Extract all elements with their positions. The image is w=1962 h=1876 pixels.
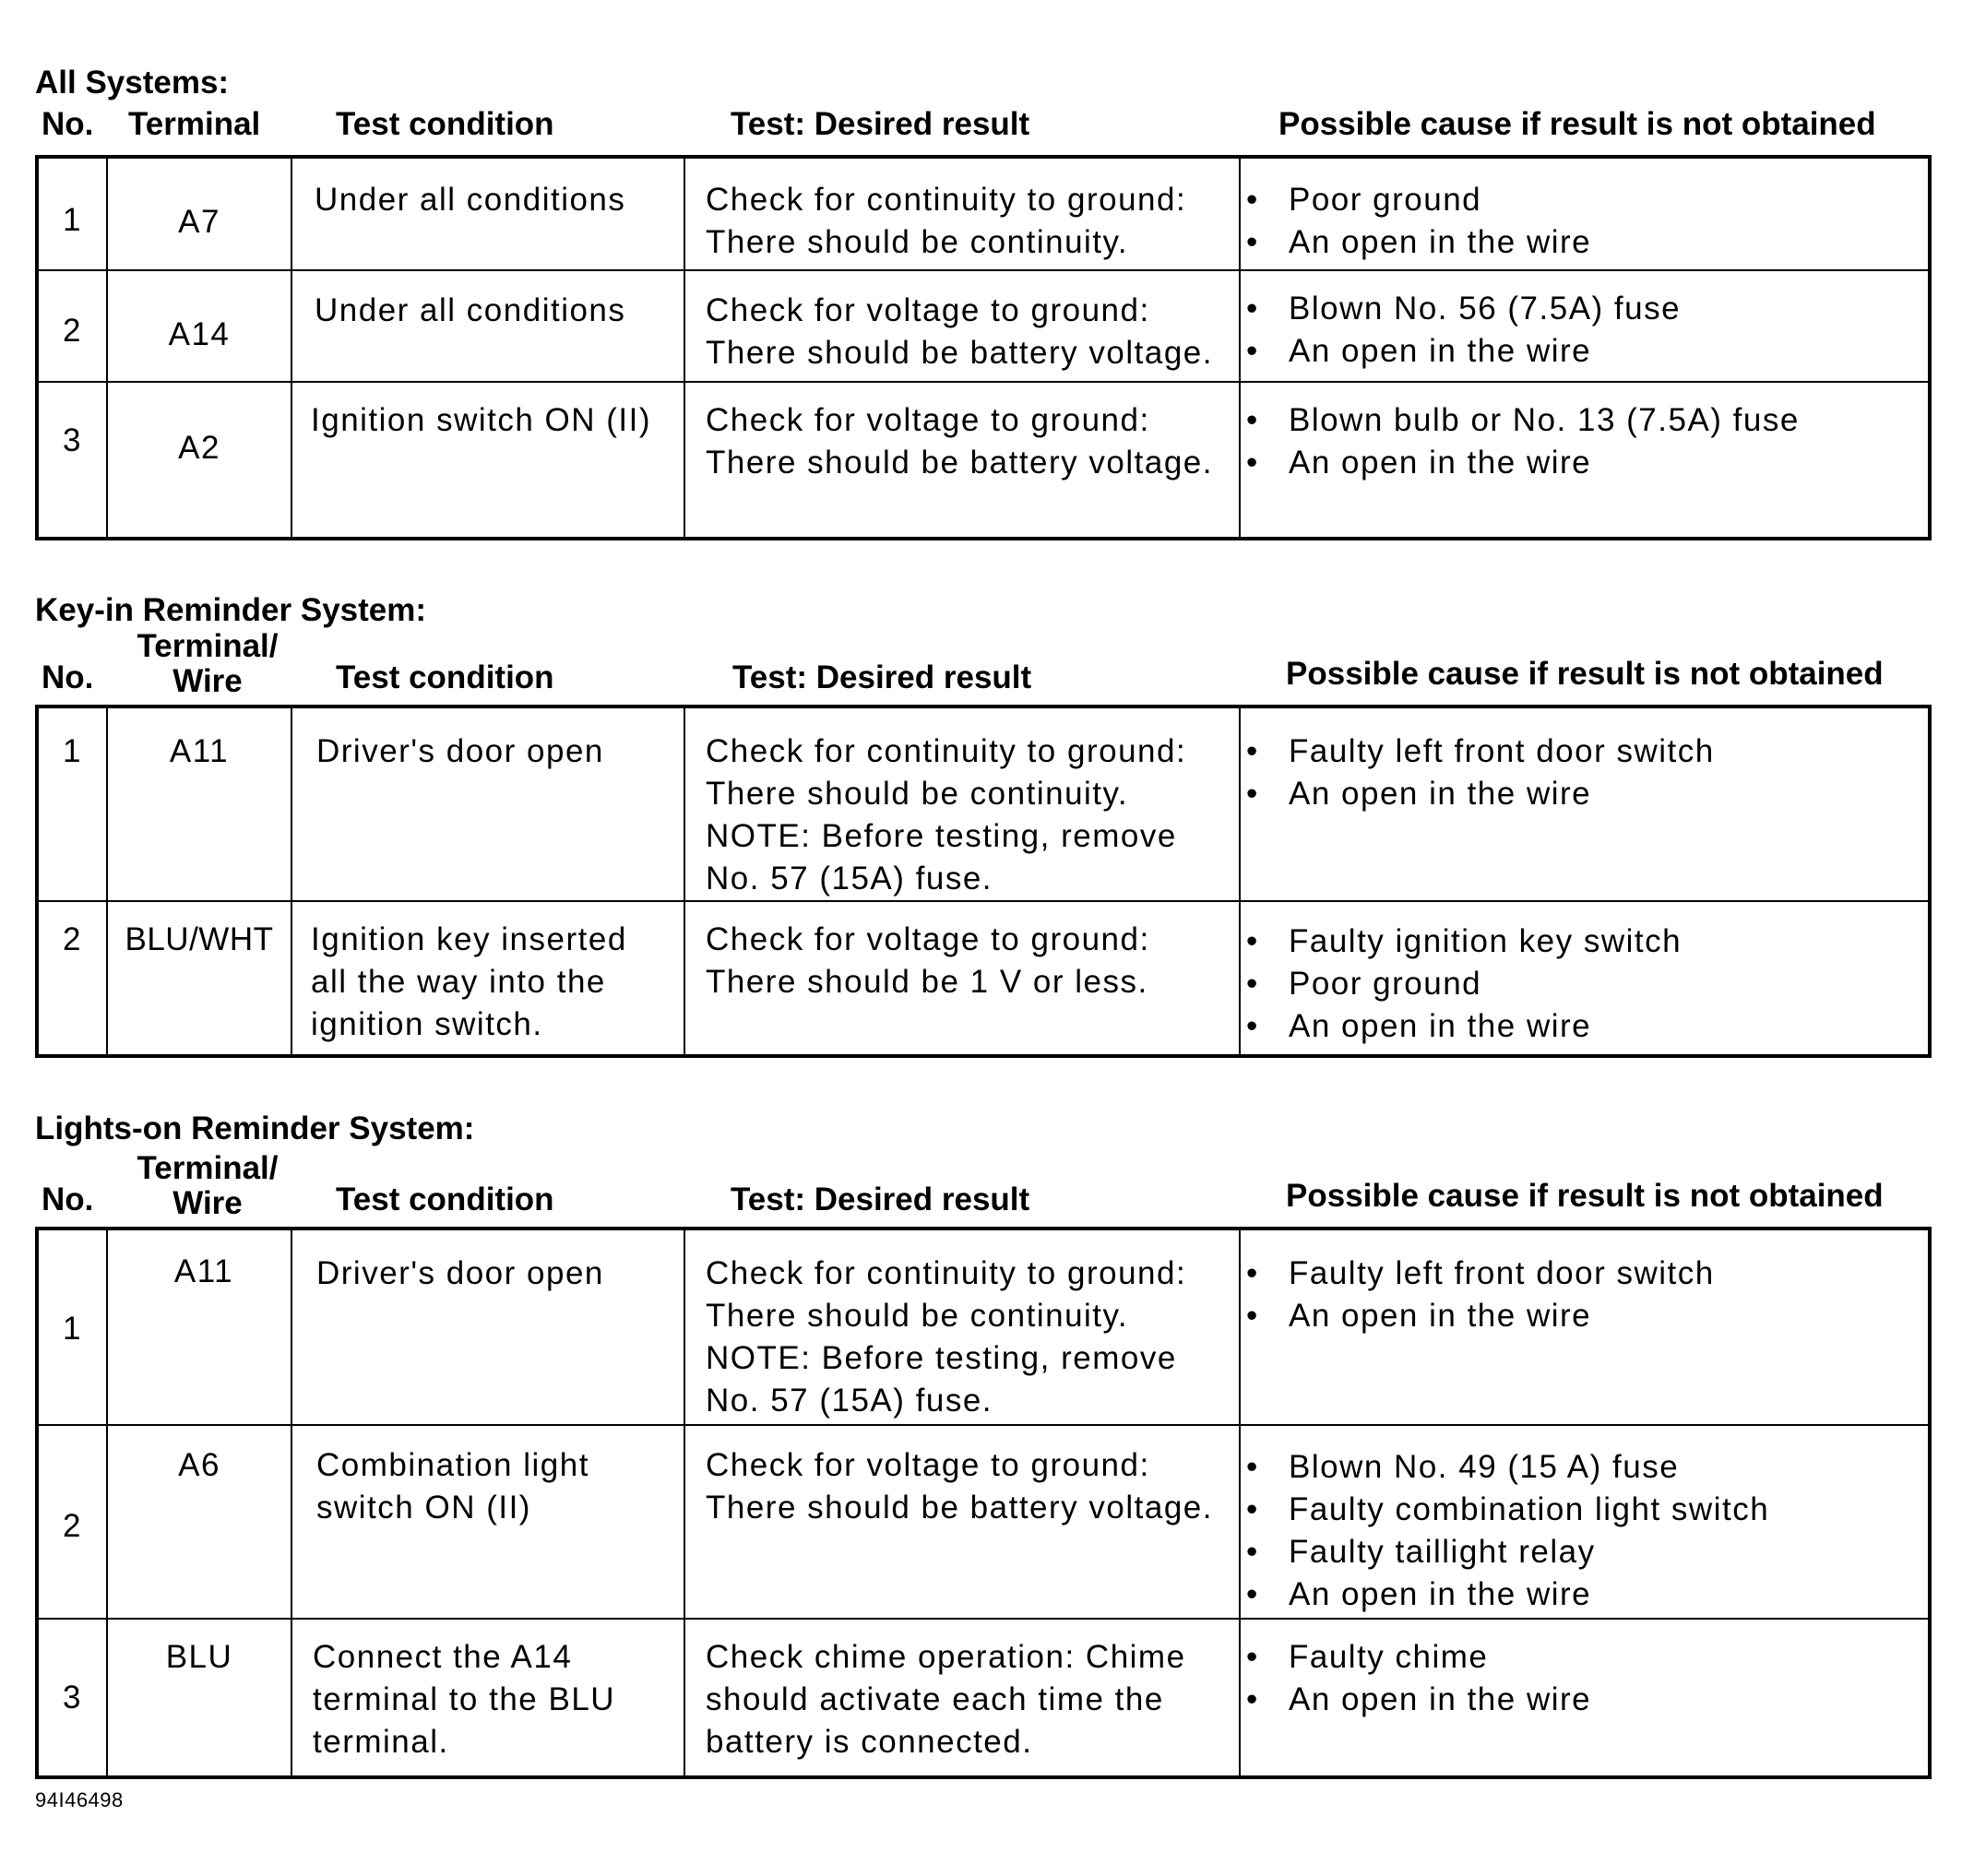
header-terminal-wire: [125, 1151, 291, 1221]
terminal-cell: A14: [168, 316, 231, 352]
table-lights-on-reminder: [35, 1227, 1932, 1779]
section-title-key-in-reminder: Key-in Reminder System:: [35, 592, 427, 628]
condition-cell: Driver's door open: [316, 1255, 604, 1291]
figure-code: 94I46498: [35, 1788, 124, 1811]
cause-list: [1241, 708, 1928, 815]
result-line: NOTE: Before testing, remove: [706, 818, 1177, 854]
header-no: No.: [42, 659, 94, 695]
cause-list: [1241, 271, 1928, 373]
header-test-condition: Test condition: [336, 106, 554, 142]
cause-list: [1241, 902, 1928, 1048]
section-title-lights-on-reminder: Lights-on Reminder System:: [35, 1110, 475, 1146]
row-number: 3: [63, 422, 82, 458]
result-line: There should be continuity.: [706, 776, 1129, 812]
header-test-condition: Test condition: [336, 1181, 554, 1217]
result-line: Check for voltage to ground:: [706, 921, 1150, 957]
terminal-cell: A11: [169, 733, 230, 769]
header-no: No.: [42, 106, 94, 142]
header-possible-cause: Possible cause if result is not obtained: [1286, 656, 1884, 692]
cause-item: • Faulty left front door switch: [1289, 1253, 1928, 1295]
result-line: There should be battery voltage.: [706, 335, 1213, 371]
row-number: 3: [63, 1680, 82, 1716]
condition-cell: Under all conditions: [315, 292, 626, 328]
condition-line: Ignition key inserted: [311, 921, 627, 957]
result-cell: [685, 271, 1239, 374]
cause-item: • Faulty taillight relay: [1289, 1531, 1928, 1573]
result-line: No. 57 (15A) fuse.: [706, 861, 993, 896]
condition-cell: Ignition switch ON (II): [311, 402, 652, 438]
result-cell: [685, 1426, 1239, 1529]
header-desired-result: Test: Desired result: [731, 1181, 1030, 1217]
row-number: 1: [63, 202, 82, 238]
result-line: Check chime operation: Chime: [706, 1639, 1186, 1675]
cause-item: • An open in the wire: [1289, 442, 1928, 484]
result-cell: [685, 1230, 1239, 1422]
header-test-condition: Test condition: [336, 659, 554, 695]
table-row: [37, 382, 1930, 539]
condition-cell: [292, 1426, 684, 1529]
cause-list: [1241, 1426, 1928, 1616]
result-line: There should be continuity.: [706, 1298, 1129, 1334]
result-cell: [685, 383, 1239, 484]
header-wire-line: Wire: [172, 663, 243, 699]
result-line: There should be continuity.: [706, 224, 1129, 260]
table-row: [37, 1619, 1930, 1777]
cause-item: • An open in the wire: [1289, 1679, 1928, 1721]
result-line: Check for voltage to ground:: [706, 402, 1150, 438]
cause-item: • An open in the wire: [1289, 221, 1928, 264]
condition-line: Combination light: [316, 1447, 589, 1483]
condition-line: terminal to the BLU: [313, 1681, 616, 1717]
terminal-cell: BLU: [165, 1639, 233, 1675]
header-terminal: Terminal: [128, 106, 261, 142]
result-line: battery is connected.: [706, 1724, 1033, 1760]
condition-line: Connect the A14: [313, 1639, 573, 1675]
cause-list: [1241, 159, 1928, 264]
cause-item: • Faulty left front door switch: [1289, 730, 1928, 773]
row-number: 2: [63, 921, 82, 957]
row-number: 2: [63, 313, 82, 349]
condition-cell: [292, 1620, 684, 1763]
result-cell: [685, 708, 1239, 900]
cause-item: • An open in the wire: [1289, 1295, 1928, 1337]
condition-line: terminal.: [313, 1724, 449, 1760]
cause-item: • An open in the wire: [1289, 773, 1928, 815]
condition-cell: [292, 902, 684, 1046]
cause-item: • An open in the wire: [1289, 1005, 1928, 1048]
result-line: Check for continuity to ground:: [706, 733, 1187, 769]
cause-list: [1241, 383, 1928, 484]
cause-item: • Poor ground: [1289, 963, 1928, 1005]
table-key-in-reminder: [35, 705, 1932, 1058]
result-cell: [685, 159, 1239, 264]
section-title-all-systems: All Systems:: [35, 65, 230, 101]
header-no: No.: [42, 1181, 94, 1217]
table-row: [37, 157, 1930, 270]
header-terminal-line: Terminal/: [137, 1150, 279, 1186]
terminal-cell: BLU/WHT: [125, 921, 274, 957]
table-row: [37, 270, 1930, 382]
cause-item: • Faulty combination light switch: [1289, 1489, 1928, 1531]
terminal-cell: A7: [178, 204, 220, 240]
header-desired-result: Test: Desired result: [732, 659, 1032, 695]
table-row: [37, 901, 1930, 1056]
row-number: 1: [63, 1311, 82, 1347]
cause-item: • Blown No. 56 (7.5A) fuse: [1289, 288, 1928, 330]
result-line: There should be 1 V or less.: [706, 964, 1148, 1000]
header-wire-line: Wire: [172, 1185, 243, 1221]
header-terminal-wire: [125, 629, 291, 699]
header-terminal-line: Terminal/: [137, 628, 279, 664]
result-line: should activate each time the: [706, 1681, 1164, 1717]
table-row: [37, 706, 1930, 901]
terminal-cell: A2: [178, 430, 220, 466]
result-line: Check for continuity to ground:: [706, 1255, 1187, 1291]
table-row: [37, 1425, 1930, 1619]
condition-cell: Driver's door open: [316, 733, 604, 769]
result-line: Check for voltage to ground:: [706, 1447, 1150, 1483]
result-line: Check for continuity to ground:: [706, 182, 1187, 218]
result-line: NOTE: Before testing, remove: [706, 1340, 1177, 1376]
result-line: There should be battery voltage.: [706, 445, 1213, 481]
cause-item: • Blown No. 49 (15 A) fuse: [1289, 1446, 1928, 1489]
cause-list: [1241, 1620, 1928, 1721]
row-number: 1: [63, 733, 82, 769]
result-cell: [685, 902, 1239, 1003]
header-possible-cause: Possible cause if result is not obtained: [1278, 106, 1876, 142]
header-possible-cause: Possible cause if result is not obtained: [1286, 1178, 1884, 1214]
condition-cell: Under all conditions: [315, 182, 626, 218]
table-row: [37, 1229, 1930, 1425]
cause-item: • An open in the wire: [1289, 330, 1928, 373]
cause-item: • Poor ground: [1289, 179, 1928, 221]
cause-item: • An open in the wire: [1289, 1573, 1928, 1616]
result-cell: [685, 1620, 1239, 1763]
result-line: There should be battery voltage.: [706, 1490, 1213, 1526]
condition-line: ignition switch.: [311, 1006, 543, 1042]
terminal-cell: A6: [178, 1447, 220, 1483]
cause-item: • Faulty chime: [1289, 1636, 1928, 1679]
table-all-systems: [35, 155, 1932, 540]
result-line: No. 57 (15A) fuse.: [706, 1383, 993, 1419]
condition-line: switch ON (II): [316, 1490, 531, 1526]
condition-line: all the way into the: [311, 964, 606, 1000]
row-number: 2: [63, 1508, 82, 1544]
result-line: Check for voltage to ground:: [706, 292, 1150, 328]
cause-item: • Blown bulb or No. 13 (7.5A) fuse: [1289, 399, 1928, 442]
cause-item: • Faulty ignition key switch: [1289, 920, 1928, 963]
header-desired-result: Test: Desired result: [731, 106, 1030, 142]
cause-list: [1241, 1230, 1928, 1337]
terminal-cell: A11: [173, 1253, 234, 1289]
